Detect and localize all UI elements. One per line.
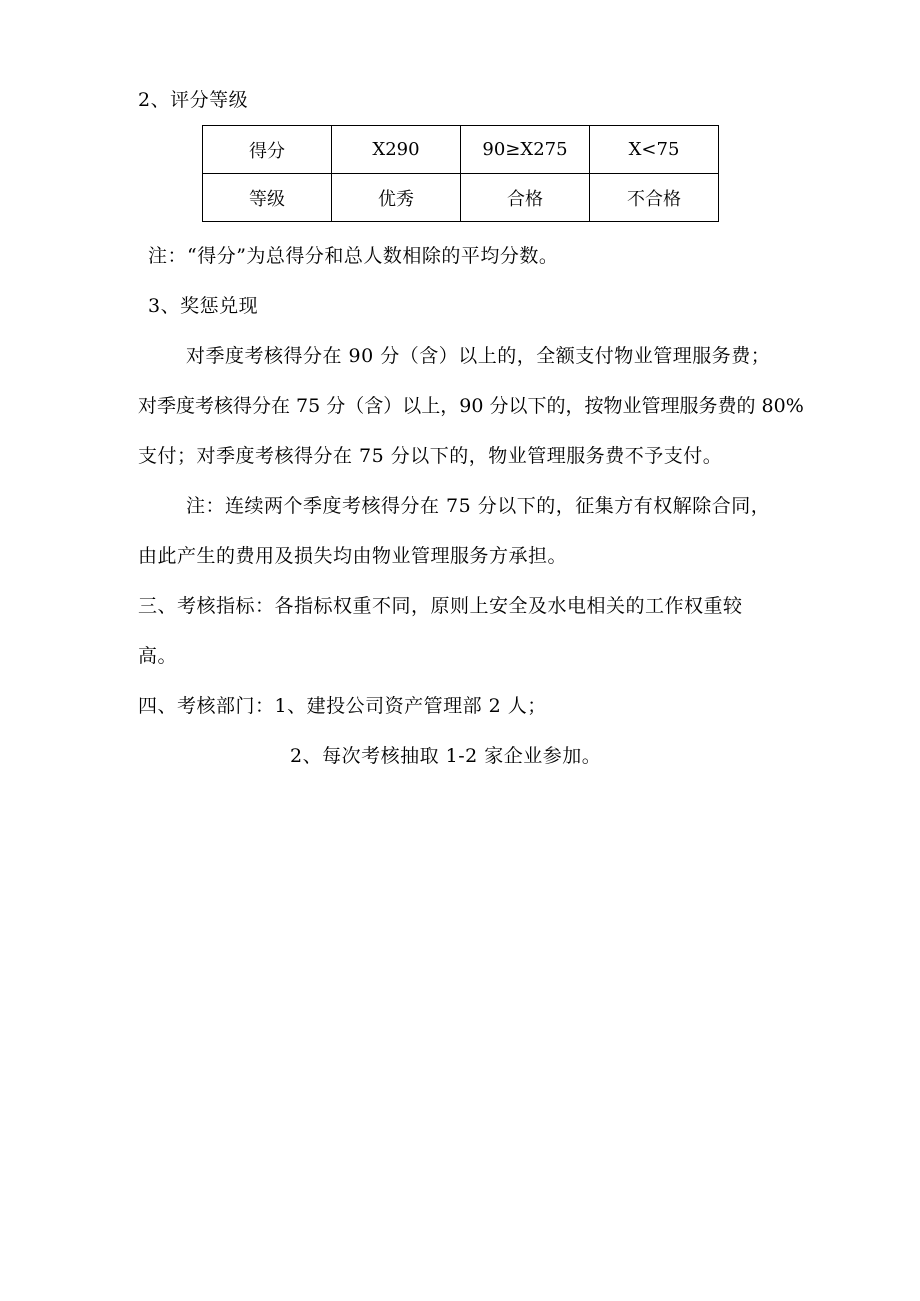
paragraph-line: 对季度考核得分在 90 分（含）以上的，全额支付物业管理服务费； [186,345,771,367]
table-cell: 优秀 [332,174,461,222]
table-cell: X<75 [590,126,719,174]
section-heading-assessment-department: 四、考核部门：1、建投公司资产管理部 2 人； [138,695,547,717]
table-cell: 等级 [203,174,332,222]
section-heading-assessment-indicators: 三、考核指标：各指标权重不同，原则上安全及水电相关的工作权重较 [138,595,743,617]
table-cell: 不合格 [590,174,719,222]
paragraph-line: 注：连续两个季度考核得分在 75 分以下的，征集方有权解除合同， [186,495,771,517]
section-heading-rewards-penalties: 3、奖惩兑现 [148,295,259,317]
table-cell: 合格 [461,174,590,222]
section-heading-grading-levels: 2、评分等级 [138,89,249,111]
note-average-score: 注：“得分”为总得分和总人数相除的平均分数。 [148,245,559,267]
paragraph-line: 高。 [138,645,178,667]
paragraph-line: 由此产生的费用及损失均由物业管理服务方承担。 [138,545,568,567]
paragraph-line: 支付；对季度考核得分在 75 分以下的，物业管理服务费不予支付。 [138,445,723,467]
grade-table [202,125,719,222]
paragraph-line: 2、每次考核抽取 1-2 家企业参加。 [290,745,602,767]
table-row [203,174,719,222]
table-cell: 90≥X275 [461,126,590,174]
table-row [203,126,719,174]
table-cell: 得分 [203,126,332,174]
table-cell: X290 [332,126,461,174]
paragraph-line: 对季度考核得分在 75 分（含）以上，90 分以下的，按物业管理服务费的 80% [138,395,804,417]
